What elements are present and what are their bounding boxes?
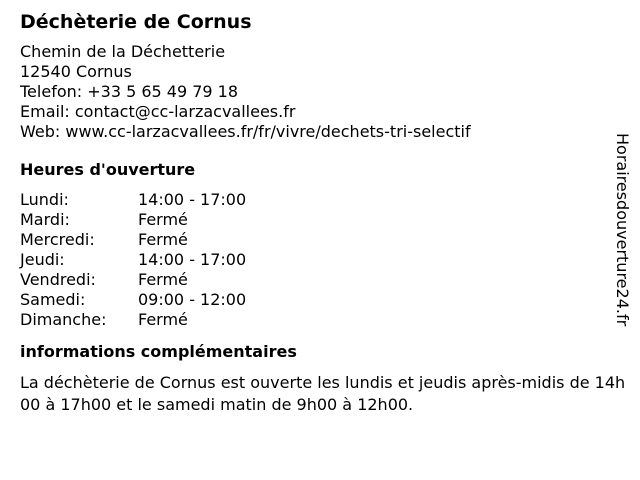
hours-row [20,310,610,330]
hours-time: 09:00 - 12:00 [138,290,247,309]
hours-day: Mercredi: [20,230,95,249]
hours-day: Vendredi: [20,270,96,289]
hours-row [20,190,610,210]
site-watermark-label: Horairesdouverture24.fr [613,133,632,327]
hours-time: 14:00 - 17:00 [138,190,247,209]
hours-time: Fermé [138,230,188,249]
hours-time: Fermé [138,310,188,329]
hours-day: Dimanche: [20,310,107,329]
info-text: La déchèterie de Cornus est ouverte les lundis et jeudis après-midis de 14h00 à 17h00 et le samedi matin de 9h00 à 12h00. [20,373,626,414]
hours-day: Mardi: [20,210,70,229]
hours-table [20,190,610,330]
hours-row [20,210,610,230]
hours-row [20,270,610,290]
address-email: Email: contact@cc-larzacvallees.fr [20,102,296,121]
info-heading: informations complémentaires [20,342,297,361]
address-web: Web: www.cc-larzacvallees.fr/fr/vivre/dechets-tri-selectif [20,122,471,141]
hours-time: Fermé [138,210,188,229]
hours-row [20,290,610,310]
hours-row [20,250,610,270]
address-city: 12540 Cornus [20,62,132,81]
page-title: Déchèterie de Cornus [20,11,252,33]
hours-time: 14:00 - 17:00 [138,250,247,269]
address-block [20,42,610,142]
hours-day: Lundi: [20,190,69,209]
hours-day: Samedi: [20,290,86,309]
hours-row [20,230,610,250]
address-phone: Telefon: +33 5 65 49 79 18 [20,82,239,101]
hours-day: Jeudi: [20,250,65,269]
hours-heading: Heures d'ouverture [20,160,196,179]
hours-time: Fermé [138,270,188,289]
address-street: Chemin de la Déchetterie [20,42,226,61]
